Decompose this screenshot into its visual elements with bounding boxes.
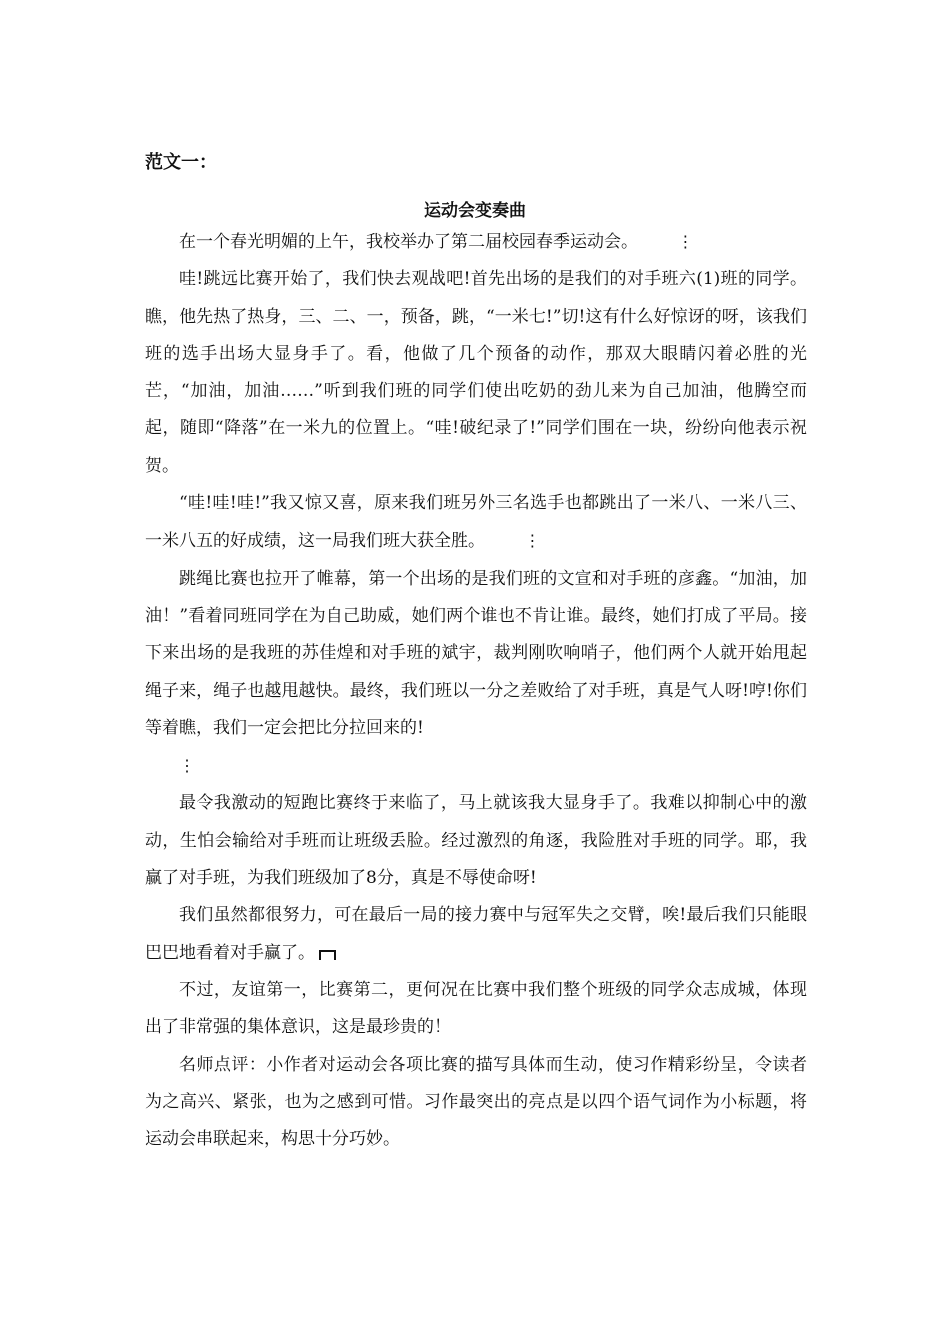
bracket-mark: [319, 950, 336, 960]
paragraph-2: [145, 261, 807, 485]
paragraph-8: [145, 1047, 807, 1159]
ellipsis-mark: ⋮: [524, 531, 541, 551]
paragraph-3: [145, 485, 807, 561]
paragraph-5-text: 最令我激动的短跑比赛终于来临了，马上就该我大显身手了。我难以抑制心中的激动，生怕会输给对手班而让班级丢脸。经过激烈的角逐，我险胜对手班的同学。耶，我赢了对手班，为我们班级加了8分，真是不辱使命呀!: [145, 793, 807, 889]
paragraph-7-text: 不过，友谊第一，比赛第二，更何况在比赛中我们整个班级的同学众志成城，体现出了非常强的集体意识，这是最珍贵的！: [145, 979, 807, 1038]
paragraph-7: [145, 972, 807, 1047]
paragraph-8-text: 名师点评：小作者对运动会各项比赛的描写具体而生动，使习作精彩纷呈，令读者为之高兴、紧张，也为之感到可惜。习作最突出的亮点是以四个语气词作为小标题，将运动会串联起来，构思十分巧妙。: [145, 1054, 807, 1150]
ellipsis-mark: ⋮: [677, 232, 694, 251]
paragraph-5: [145, 785, 807, 897]
paragraph-6-text: 我们虽然都很努力，可在最后一局的接力赛中与冠军失之交臂，唉!最后我们只能眼巴巴地看着对手赢了。: [145, 905, 807, 963]
ellipsis-mark: ⋮: [179, 756, 195, 776]
essay-title: 运动会变奏曲: [424, 201, 526, 221]
paragraph-1-text: 在一个春光明媚的上午，我校举办了第二届校园春季运动会。: [179, 232, 638, 252]
paragraph-3-text: “哇!哇!哇!”我又惊又喜，原来我们班另外三名选手也都跳出了一米八、一米八三、一米八五的好成绩，这一局我们班大获全胜。: [145, 493, 807, 552]
paragraph-2-text: 哇!跳远比赛开始了，我们快去观战吧!首先出场的是我们的对手班六(1)班的同学。瞧，他先热了热身，三、二、一，预备，跳，“一米七!”切!这有什么好惊讶的呀，该我们班的选手出场大显身手了。看，他做了几个预备的动作，那双大眼睛闪着必胜的光芒，“加油，加油……”听到我们班的同学们使出吃奶的劲儿来为自己加油，他腾空而起，随即“降落”在一米九的位置上。“哇!破纪录了!”同学们围在一块，纷纷向他表示祝贺。: [145, 269, 807, 476]
paragraph-4: [145, 561, 807, 786]
paragraph-4-text: 跳绳比赛也拉开了帷幕，第一个出场的是我们班的文宣和对手班的彦鑫。“加油，加油！”看着同班同学在为自己助威，她们两个谁也不肯让谁。最终，她们打成了平局。接下来出场的是我班的苏佳煌和对手班的斌宇，裁判刚吹响哨子，他们两个人就开始甩起绳子来，绳子也越甩越快。最终，我们班以一分之差败给了对手班，真是气人呀!哼!你们等着瞧，我们一定会把比分拉回来的!: [145, 568, 807, 738]
essay-body: [145, 223, 807, 1158]
section-label: 范文一：: [145, 152, 217, 173]
paragraph-6: [145, 897, 807, 972]
paragraph-1: [145, 223, 807, 261]
